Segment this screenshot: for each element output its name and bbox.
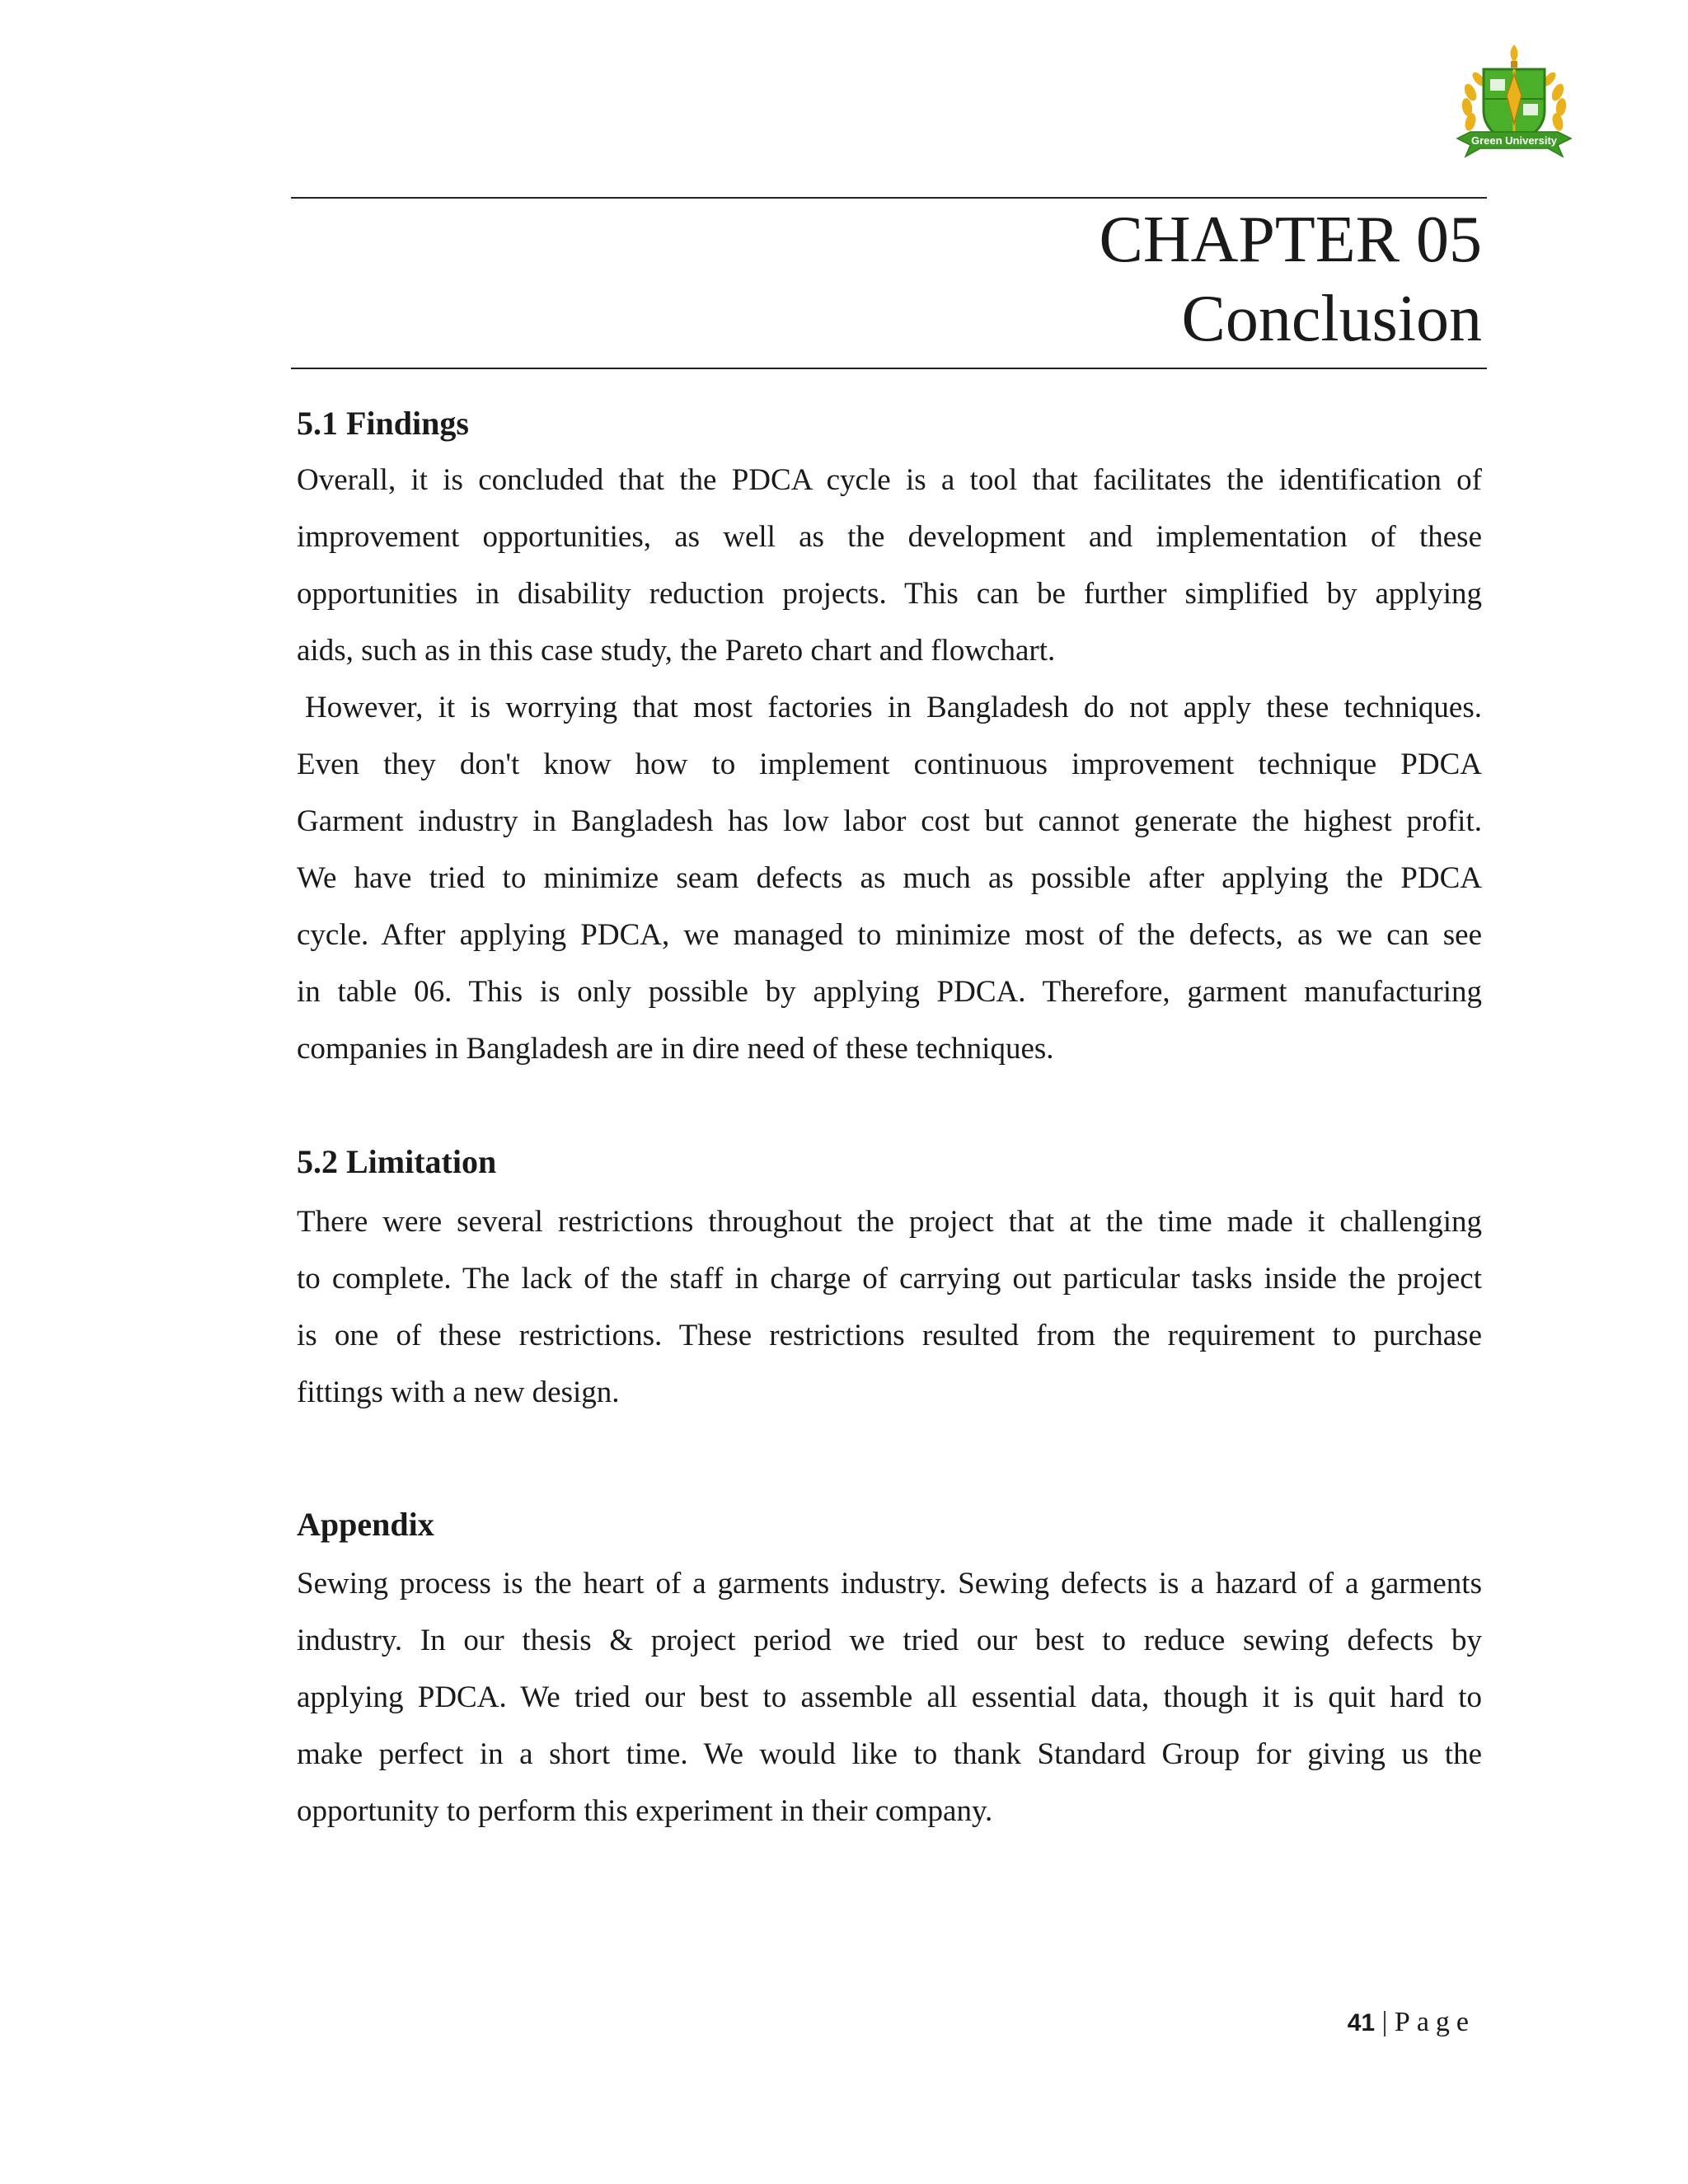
chapter-number: CHAPTER 05 [1099,204,1482,276]
text-line: Sewing process is the heart of a garments industry. Sewing defects is a hazard of a garments [297,1567,1482,1601]
text-line: applying PDCA. We tried our best to assemble all essential data, though it is quit hard to [297,1680,1482,1714]
text-line: improvement opportunities, as well as the development and implementation of these [297,520,1482,554]
text-line: fittings with a new design. [297,1376,620,1409]
chapter-title: Conclusion [1181,283,1482,355]
text-line: make perfect in a short time. We would like to thank Standard Group for giving us the [297,1737,1482,1771]
text-line: in table 06. This is only possible by applying PDCA. Therefore, garment manufacturing [297,975,1482,1009]
text-line: aids, such as in this case study, the Pareto chart and flowchart. [297,634,1056,668]
text-line: opportunity to perform this experiment in their company. [297,1794,993,1828]
text-line: We have tried to minimize seam defects as much as possible after applying the PDCA [297,861,1482,895]
torch-icon [1510,45,1517,68]
page-label: Page [1394,2007,1475,2037]
text-line: opportunities in disability reduction projects. This can be further simplified by applying [297,577,1482,611]
text-line: However, it is worrying that most factories in Bangladesh do not apply these techniques. [305,691,1482,724]
page-footer [1348,2006,1475,2040]
text-line: Even they don't know how to implement continuous improvement technique PDCA [297,748,1482,781]
header-rule-top [291,197,1487,199]
text-line: companies in Bangladesh are in dire need of these techniques. [297,1032,1054,1066]
section-heading-limitation: 5.2 Limitation [297,1143,497,1180]
findings-paragraph [297,452,1482,1077]
logo-text: Green University [1470,134,1558,147]
page-separator: | [1375,2007,1395,2037]
chapter-header [291,200,1482,359]
text-line: to complete. The lack of the staff in charge of carrying out particular tasks inside the project [297,1262,1482,1296]
section-heading-findings: 5.1 Findings [297,405,469,442]
section-heading-appendix: Appendix [297,1506,434,1543]
limitation-paragraph [297,1193,1482,1421]
text-line: cycle. After applying PDCA, we managed to minimize most of the defects, as we can see [297,918,1482,952]
page-number: 41 [1347,2009,1376,2036]
appendix-paragraph [297,1555,1482,1840]
green-university-logo [1452,41,1576,165]
text-line: Garment industry in Bangladesh has low labor cost but cannot generate the highest profit. [297,804,1482,838]
text-line: industry. In our thesis & project period we tried our best to reduce sewing defects by [297,1624,1482,1657]
text-line: There were several restrictions throughout the project that at the time made it challenging [297,1205,1482,1239]
text-line: Overall, it is concluded that the PDCA cycle is a tool that facilitates the identification of [297,463,1482,497]
header-rule-bottom [291,368,1487,369]
text-line: is one of these restrictions. These restrictions resulted from the requirement to purchase [297,1319,1482,1352]
